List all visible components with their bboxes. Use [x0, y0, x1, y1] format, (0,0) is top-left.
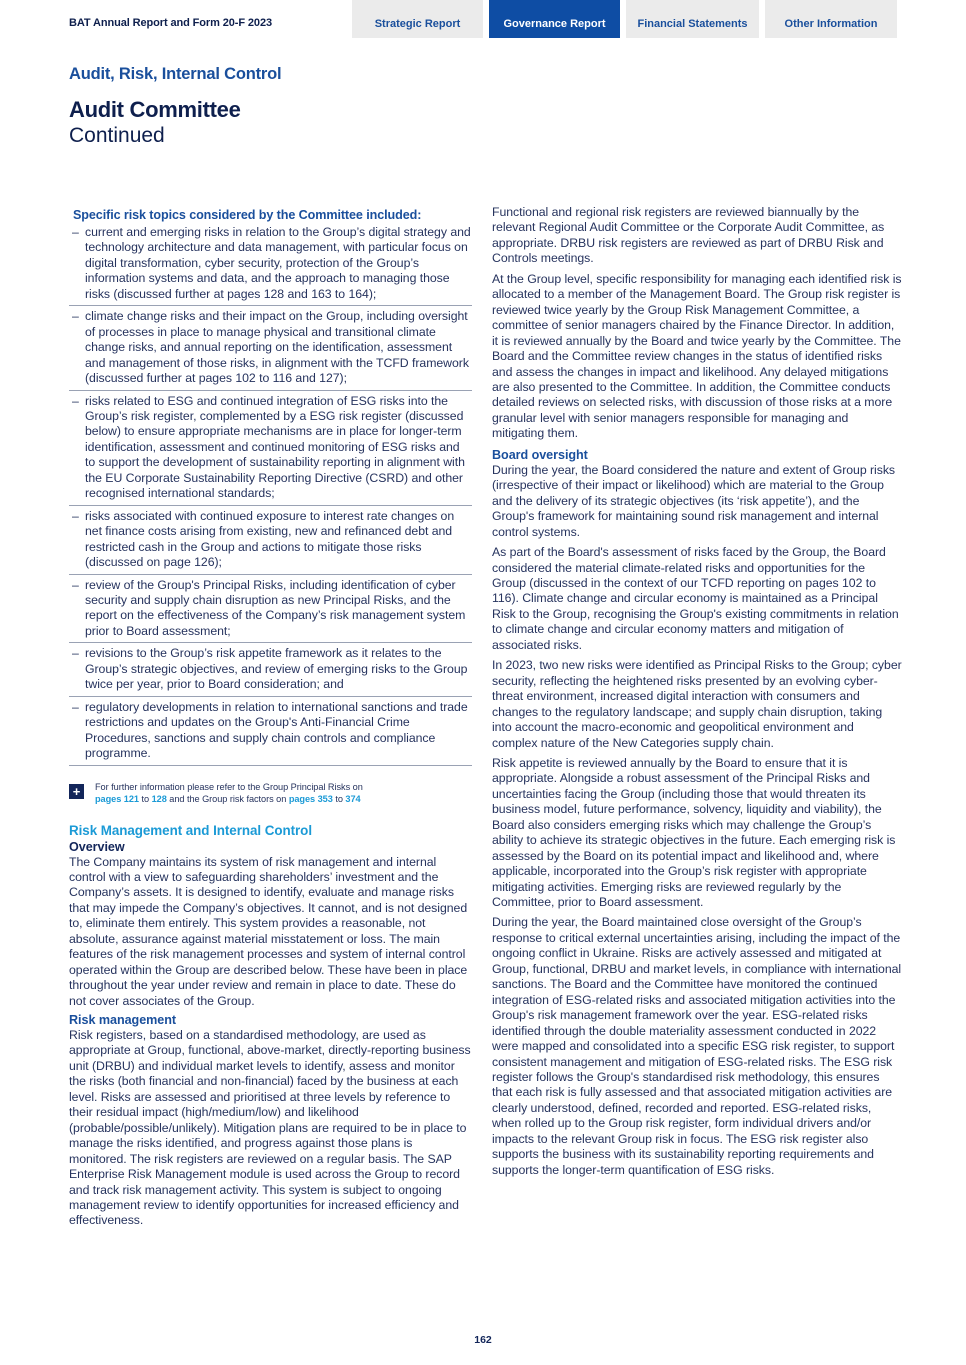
info-to: to [139, 793, 152, 804]
bullet-dash: – [72, 646, 79, 661]
link-page-128[interactable]: 128 [151, 793, 167, 804]
paragraph-risk-registers: Functional and regional risk registers are reviewed biannually by the relevant Regional Audit Committee or the Corporate Audit Committee, as appropriate. DRBU risk registers are reviewed as part of DRBU Risk and Controls meetings. [492, 205, 885, 266]
topic-text: revisions to the Group’s risk appetite framework as it relates to the Group’s strategic objectives, and review of emerging risks to the Group twice per year, prior to Board consideration; and [85, 646, 468, 692]
link-pages-121[interactable]: pages 121 [95, 793, 139, 804]
link-page-374[interactable]: 374 [345, 793, 361, 804]
paragraph-group-level: At the Group level, specific responsibility for managing each identified risk is allocated to a member of the Management Board. The Group risk register is reviewed twice yearly by the Group Risk Management Committee, a committee of senior managers chaired by the Finance Director. In addition, it is reviewed annually by the Board and twice yearly by the Committee. The Board and the Committee review changes in the status of identified risks and assess the changes in impact and likelihood. Any delayed mitigations are also presented to the Committee. In addition, the Committee conducts detailed reviews on selected risks, with discussion of those risks at a more granular level with senior managers responsible for managing and mitigating them. [492, 271, 902, 441]
info-line-1: For further information please refer to the Group Principal Risks on [95, 781, 363, 792]
paragraph-climate-risks: As part of the Board's assessment of risks faced by the Group, the Board considered the material climate-related risks and opportunities for the Group (discussed in the context of our TCFD reporting on pages 102 to 116). Climate change and circular economy is maintained as a Principal Risk to the Group, recognising the Group's existing commitments in relation to climate change and circular economy matters and mitigation of associated risks. [492, 545, 899, 652]
risk-topic-list [69, 225, 472, 766]
risk-management-heading: Risk management [69, 1013, 177, 1028]
topic-text: review of the Group's Principal Risks, including identification of cyber security and supply chain disruption as new Principal Risks, and the report on the effectiveness of the Company’s risk management system prior to Board assessment; [85, 577, 466, 638]
section-label: Audit, Risk, Internal Control [69, 65, 282, 83]
right-column [492, 205, 902, 1183]
list-item [69, 700, 472, 766]
bullet-dash: – [72, 393, 79, 408]
list-item [69, 225, 472, 306]
risk-management-internal-control-heading: Risk Management and Internal Control [69, 822, 312, 838]
topic-text: regulatory developments in relation to international sanctions and trade restrictions and updates on the Group's Anti-Financial Crime Procedures, sanctions and supply chain controls and compliance programme. [85, 699, 468, 761]
topic-text: current and emerging risks in relation to the Group’s digital strategy and technology architecture and data management, with particular focus on digital transformation, cyber security, protection of the Group’s information systems and data, and the approach to managing those risks (discussed further at pages 128 and 163 to 164); [85, 225, 471, 301]
plus-icon: + [69, 784, 84, 799]
tab-other-information[interactable]: Other Information [765, 0, 897, 38]
bullet-dash: – [72, 577, 79, 592]
risk-management-paragraph: Risk registers, based on a standardised methodology, are used as appropriate at Group, functional, above-market, directly-reporting business unit (DRBU) and individual market levels to identify, assess and monitor the risks (both financial and non-financial) faced by the business at each level. Risks are assessed and prioritised at three levels by reference to their residual impact (high/medium/low) and likelihood (probable/possible/unlikely). Mitigation plans are required to be in place to manage the risks identified, and progress against those plans is monitored. The risk registers are reviewed on a regular basis. The SAP Enterprise Risk Management module is used across the Group to record and track risk management activity. This system is subject to ongoing management review to identify opportunities for increased efficiency and effectiveness. [69, 1028, 471, 1228]
paragraph-risk-appetite: Risk appetite is reviewed annually by the Board to ensure that it is appropriate. Alongside a robust assessment of the Principal Risks and uncertainties facing the Group (including those that would threaten its business model, future performance, solvency, liquidity and viability), the Board also considers emerging risks which may challenge the Group’s ability to achieve its strategic objectives in the future. Each emerging risk is assessed by the Board on its potential impact and likelihood and, where applicable, incorporated into the Group’s risk register with appropriate mitigating activities. Emerging risks are reviewed regularly by the Committee, prior to Board assessment. [492, 755, 896, 910]
overview-heading: Overview [69, 839, 125, 854]
page-number: 162 [474, 1334, 492, 1346]
list-item [69, 309, 472, 390]
topic-text: climate change risks and their impact on the Group, including oversight of processes in place to manage physical and transitional climate change risks, and annual reporting on the identification, assessment and management of those risks, in alignment with the TCFD framework (discussed further at pages 102 to 116 and 127); [85, 309, 469, 386]
tab-strategic-report[interactable]: Strategic Report [352, 0, 483, 38]
page-title: Audit Committee [69, 97, 241, 122]
topic-text: risks related to ESG and continued integration of ESG risks into the Group’s risk register, complemented by a ESG risk register (discussed below) to ensure appropriate mechanisms are in place for longer-term identification, assessment and continued monitoring of ESG risks and to support the development of sustainability reporting in alignment with the EU Corporate Sustainability Reporting Directive (CSRD) and other recognised international standards; [85, 393, 465, 501]
list-item [69, 646, 472, 696]
paragraph-esg-oversight: During the year, the Board maintained close oversight of the Group’s response to critical external uncertainties arising, including the impact of the ongoing conflict in Ukraine. Risks are actively assessed and mitigated at Group, functional, DRBU and market levels, in compliance with international sanctions. The Board and the Committee have monitored the continued integration of ESG-related risks and associated mitigation activities into the Group's risk management framework over the year. ESG-related risks identified through the double materiality assessment conducted in 2022 were mapped and consolidated into a specific ESG risk register, to support consistent management and mitigation of ESG-related risks. The ESG risk register follows the Group's standardised risk methodology, this ensures that each risk is fully assessed and that associated mitigation activities are clearly understood, defined, recorded and reported. ESG-related risks, when rolled up to the Group risk register, form individual drivers and/or impacts to the relevant Group risk in focus. The ESG risk register also supports the business with its sustainability reporting requirements and supports the longer-term quantification of ESG risks. [492, 915, 902, 1177]
bullet-dash: – [72, 699, 79, 714]
list-item [69, 509, 472, 575]
list-item [69, 578, 472, 644]
page-subtitle: Continued [69, 124, 165, 147]
list-item [69, 394, 472, 506]
board-oversight-heading: Board oversight [492, 447, 588, 462]
paragraph-board-considered: During the year, the Board considered the nature and extent of Group risks (irrespective of their impact or likelihood) which are material to the Group and the delivery of its strategic objectives (its ‘risk appetite’), and the Group's framework for maintaining sound risk management and internal control systems. [492, 462, 896, 539]
link-pages-353[interactable]: pages 353 [288, 793, 333, 804]
further-info-text [95, 781, 363, 805]
paragraph-new-principal-risks: In 2023, two new risks were identified as Principal Risks to the Group; cyber security, reflecting the heightened risks presented by an evolving cyber-threat environment, increased digital interaction with consumers and changes to the regulatory landscape; and supply chain disruption, taking into account the macro-economic and geopolitical environment and complex nature of the New Categories supply chain. [492, 658, 902, 750]
topics-heading: Specific risk topics considered by the Committee included: [73, 208, 422, 222]
section-tabs [352, 0, 897, 38]
bullet-dash: – [72, 225, 79, 239]
topic-text: risks associated with continued exposure to interest rate changes on net finance costs arising from existing, new and refinanced debt and restricted cash in the Group and actions to mitigate those risks (discussed on page 126); [85, 508, 455, 570]
left-column [69, 207, 472, 1229]
bullet-dash: – [72, 309, 79, 324]
info-to: to [332, 793, 346, 804]
overview-paragraph: The Company maintains its system of risk management and internal control with a view to safeguarding shareholders’ investment and the Company’s assets. It is designed to identify, evaluate and manage risks that may impede the Company’s objectives. It cannot, and is not designed to, eliminate them entirely. This system provides a reasonable, not absolute, assurance against material misstatement or loss. The main features of the risk management processes and system of internal control operated within the Group are described below. These have been in place throughout the year under review and remain in place to date. These do not cover associates of the Group. [69, 854, 468, 1008]
tab-governance-report[interactable]: Governance Report [489, 0, 620, 38]
tab-financial-statements[interactable]: Financial Statements [626, 0, 759, 38]
report-title: BAT Annual Report and Form 20-F 2023 [69, 17, 272, 29]
further-info-note [69, 781, 472, 805]
bullet-dash: – [72, 508, 79, 523]
info-middle: and the Group risk factors on [166, 793, 289, 804]
